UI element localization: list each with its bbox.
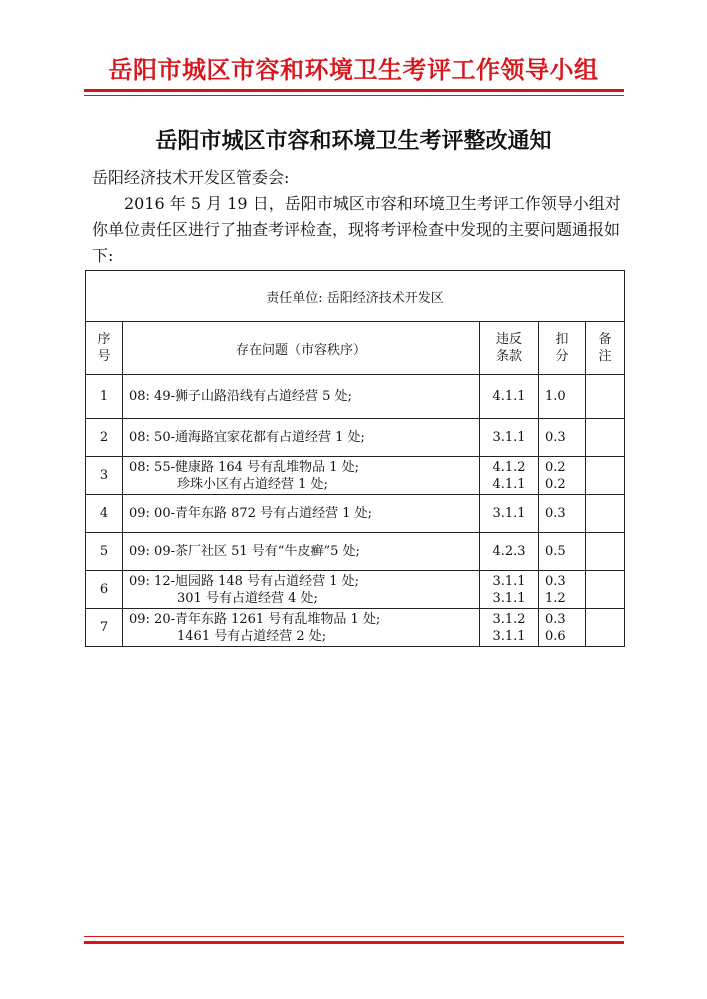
row-note <box>586 495 625 533</box>
row-clause: 3.1.2 3.1.1 <box>480 609 539 647</box>
row-score: 0.2 0.2 <box>539 457 586 495</box>
row-note <box>586 571 625 609</box>
recipient-line: 岳阳经济技术开发区管委会: <box>92 168 290 187</box>
row-clause: 3.1.1 <box>480 495 539 533</box>
table-row <box>86 609 625 647</box>
row-no: 3 <box>86 457 123 495</box>
row-note <box>586 457 625 495</box>
row-score: 0.3 <box>539 419 586 457</box>
row-issue: 09: 09-茶厂社区 51 号有“牛皮癣”5 处; <box>123 533 480 571</box>
row-clause: 4.1.1 <box>480 375 539 419</box>
row-note <box>586 533 625 571</box>
row-note <box>586 419 625 457</box>
row-issue: 08: 55-健康路 164 号有乱堆物品 1 处; 珍珠小区有占道经营 1 处; <box>123 457 480 495</box>
row-clause: 3.1.1 3.1.1 <box>480 571 539 609</box>
header-clause: 违反 条款 <box>480 322 539 375</box>
notice-title: 岳阳市城区市容和环境卫生考评整改通知 <box>155 129 552 154</box>
header-note: 备 注 <box>586 322 625 375</box>
org-header-title: 岳阳市城区市容和环境卫生考评工作领导小组 <box>108 55 599 84</box>
footer-rule-thin <box>84 936 624 937</box>
row-issue: 09: 00-青年东路 872 号有占道经营 1 处; <box>123 495 480 533</box>
table-row <box>86 375 625 419</box>
body-paragraph: 2016 年 5 月 19 日，岳阳市城区市容和环境卫生考评工作领导小组对你单位责任区进行了抽查考评检查，现将考评检查中发现的主要问题通报如下: <box>92 194 621 265</box>
header-issue: 存在问题（市容秩序） <box>123 322 480 375</box>
row-score: 0.5 <box>539 533 586 571</box>
row-no: 4 <box>86 495 123 533</box>
header-rule-thick <box>84 89 624 92</box>
row-no: 6 <box>86 571 123 609</box>
row-no: 1 <box>86 375 123 419</box>
header-rule-thin <box>84 95 624 96</box>
row-clause: 4.2.3 <box>480 533 539 571</box>
row-note <box>586 609 625 647</box>
row-score: 0.3 0.6 <box>539 609 586 647</box>
row-note <box>586 375 625 419</box>
row-clause: 4.1.2 4.1.1 <box>480 457 539 495</box>
row-no: 5 <box>86 533 123 571</box>
footer-rule-thick <box>84 941 624 944</box>
row-issue: 09: 12-旭园路 148 号有占道经营 1 处; 301 号有占道经营 4 处; <box>123 571 480 609</box>
table-row <box>86 419 625 457</box>
table-row <box>86 495 625 533</box>
table-row <box>86 457 625 495</box>
table-row <box>86 571 625 609</box>
header-no: 序 号 <box>86 322 123 375</box>
header-score: 扣 分 <box>539 322 586 375</box>
responsible-unit: 责任单位: 岳阳经济技术开发区 <box>86 271 625 322</box>
issues-table <box>85 270 625 647</box>
unit-row <box>86 271 625 322</box>
row-score: 1.0 <box>539 375 586 419</box>
row-clause: 3.1.1 <box>480 419 539 457</box>
row-issue: 08: 49-狮子山路沿线有占道经营 5 处; <box>123 375 480 419</box>
row-score: 0.3 <box>539 495 586 533</box>
row-issue: 09: 20-青年东路 1261 号有乱堆物品 1 处; 1461 号有占道经营 2 处; <box>123 609 480 647</box>
table-row <box>86 533 625 571</box>
row-no: 2 <box>86 419 123 457</box>
row-no: 7 <box>86 609 123 647</box>
table-header-row <box>86 322 625 375</box>
row-score: 0.3 1.2 <box>539 571 586 609</box>
row-issue: 08: 50-通海路宜家花都有占道经营 1 处; <box>123 419 480 457</box>
